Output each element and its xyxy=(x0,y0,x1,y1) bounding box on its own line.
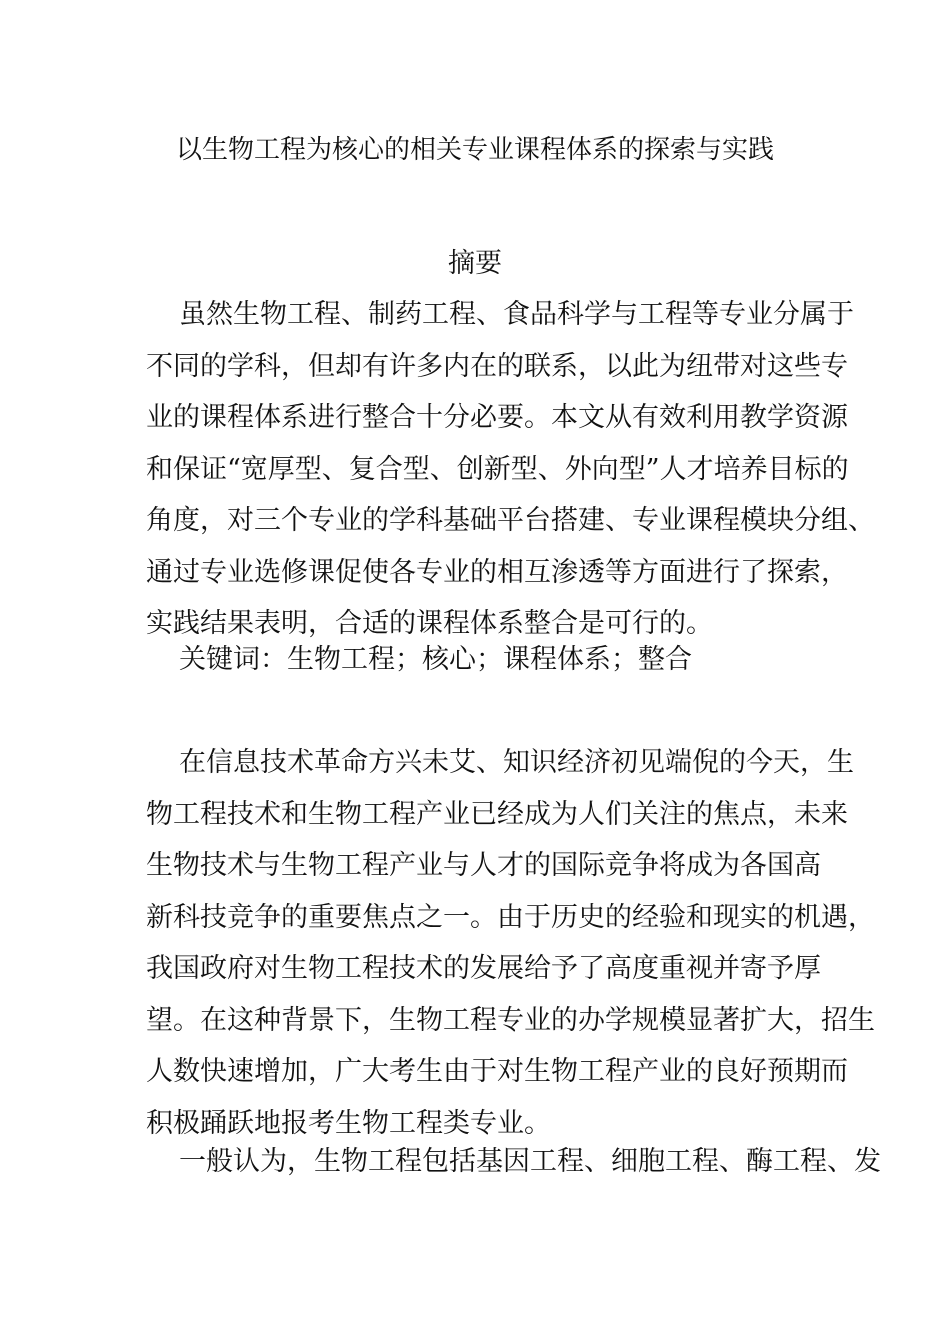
body-line: 在信息技术革命方兴未艾、知识经济初见端倪的今天，生 xyxy=(179,747,854,778)
body-line: 物工程技术和生物工程产业已经成为人们关注的焦点，未来 xyxy=(146,798,848,830)
abstract-heading: 摘要 xyxy=(448,248,502,279)
body-line: 人数快速增加，广大考生由于对生物工程产业的良好预期而 xyxy=(146,1056,848,1087)
abstract-line: 不同的学科，但却有许多内在的联系，以此为纽带对这些专 xyxy=(146,350,848,382)
abstract-paragraph xyxy=(146,289,875,650)
keywords-line: 关键词：生物工程；核心；课程体系；整合 xyxy=(179,644,692,675)
abstract-line: 虽然生物工程、制药工程、食品科学与工程等专业分属于 xyxy=(179,299,854,330)
abstract-line: 实践结果表明，合适的课程体系整合是可行的。 xyxy=(146,608,713,639)
abstract-line: 角度，对三个专业的学科基础平台搭建、专业课程模块分组、 xyxy=(146,505,875,536)
body-line: 生物技术与生物工程产业与人才的国际竞争将成为各国高 xyxy=(146,850,821,881)
body-line: 我国政府对生物工程技术的发展给予了高度重视并寄予厚 xyxy=(146,953,821,984)
abstract-line: 业的课程体系进行整合十分必要。本文从有效利用教学资源 xyxy=(146,402,848,433)
abstract-line: 通过专业选修课促使各专业的相互渗透等方面进行了探索， xyxy=(146,556,848,588)
body-paragraph-1 xyxy=(146,737,875,1149)
body-line: 新科技竞争的重要焦点之一。由于历史的经验和现实的机遇， xyxy=(146,901,875,933)
body-line: 一般认为，生物工程包括基因工程、细胞工程、酶工程、发 xyxy=(179,1146,881,1177)
body-paragraph-2 xyxy=(146,1136,881,1188)
abstract-line: 和保证“宽厚型、复合型、创新型、外向型”人才培养目标的 xyxy=(146,453,849,485)
body-line: 积极踊跃地报考生物工程类专业。 xyxy=(146,1107,551,1139)
document-title: 以生物工程为核心的相关专业课程体系的探索与实践 xyxy=(175,135,774,165)
body-line: 望。在这种背景下，生物工程专业的办学规模显著扩大，招生 xyxy=(146,1004,875,1036)
